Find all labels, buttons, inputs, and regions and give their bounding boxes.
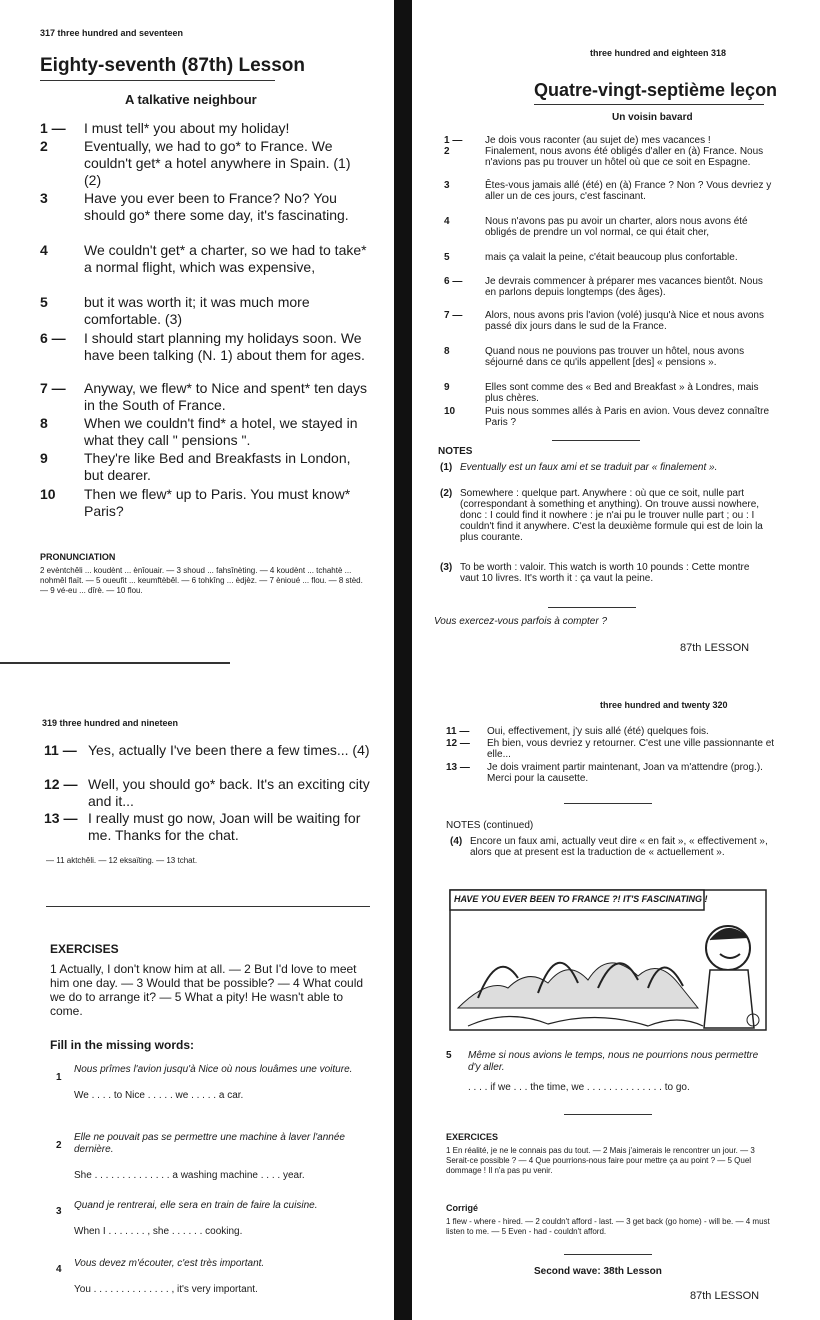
page-divider: [0, 662, 230, 664]
line-number: 12 —: [446, 738, 470, 749]
line-text: Je dois vraiment partir maintenant, Joan va m'attendre (prog.). Merci pour la causette.: [487, 762, 763, 784]
fill-item: [56, 1064, 376, 1102]
line-number: 9: [40, 450, 48, 466]
fill-item: [56, 1132, 376, 1182]
line-text: Yes, actually I've been there a few times... (4): [88, 742, 370, 758]
fill-item: [446, 1050, 771, 1094]
line-number: 8: [40, 415, 48, 431]
line-number: 1 —: [444, 135, 463, 146]
line-number: 7 —: [40, 380, 66, 396]
fill-number: 3: [56, 1206, 62, 1217]
fill-english: We . . . . to Nice . . . . . we . . . . . a car.: [74, 1090, 244, 1101]
page-header: three hundred and eighteen 318: [590, 48, 727, 58]
line-text: I really must go now, Joan will be waiting for me. Thanks for the chat.: [88, 810, 361, 843]
cartoon: [448, 888, 768, 1034]
fill-french: Elle ne pouvait pas se permettre une machine à laver l'année dernière.: [74, 1132, 345, 1155]
line-number: 4: [40, 242, 48, 258]
line-text: Elles sont comme des « Bed and Breakfast » à Londres, mais plus chères.: [485, 382, 759, 404]
line-text: Then we flew* up to Paris. You must know* Paris?: [84, 486, 351, 519]
note-number: (3): [440, 562, 453, 573]
line-number: 3: [444, 180, 450, 191]
line-text: Anyway, we flew* to Nice and spent* ten days in the South of France.: [84, 380, 368, 413]
line-text: When we couldn't find* a hotel, we stayed in what they call " pensions ".: [84, 415, 358, 448]
pronunciation-text: 2 evèntchêli ... koudènt ... ènîouair. — 3 shoud ... fahsînèting. — 4 koudènt ... tchahtè ... nohmêl flaït. — 5 oueufit ... keumftèbêl. — 6 tohkîng ... èdjèz. — 7 ènioué ... flou. — 8 stèd. — 9 vé-eu ... dîrè. — 10 flou.: [40, 566, 363, 595]
lesson-title: Eighty-seventh (87th) Lesson: [40, 55, 305, 76]
fill-french: Même si nous avions le temps, nous ne pourrions nous permettre d'y aller.: [468, 1050, 759, 1073]
separator: [564, 803, 652, 804]
line-number: 2: [444, 146, 450, 157]
separator: [548, 607, 636, 608]
line-text: Finalement, nous avons été obligés d'aller en (à) France. Nous n'avions pas pu trouver un hôtel où que ce soit en Espagne.: [485, 146, 764, 168]
separator: [564, 1254, 652, 1255]
fill-number: 4: [56, 1264, 62, 1275]
fill-title: Fill in the missing words:: [50, 1038, 195, 1052]
line-text: They're like Bed and Breakfasts in London, but dearer.: [84, 450, 351, 483]
cartoon-illustration: [448, 888, 768, 1034]
line-number: 3: [40, 190, 48, 206]
page-header: 317 three hundred and seventeen: [40, 28, 184, 38]
fill-english: You . . . . . . . . . . . . . . , it's very important.: [74, 1284, 258, 1295]
exercises-text: 1 Actually, I don't know him at all. — 2 But I'd love to meet him one day. — 3 Would that be possible? — 4 What could we do to arrange it? — 5 What a pity! He wasn't able to come.: [50, 962, 364, 1018]
fill-english: She . . . . . . . . . . . . . . a washing machine . . . . year.: [74, 1170, 305, 1181]
fill-item: [56, 1200, 376, 1238]
line-text: I should start planning my holidays soon. We have been talking (N. 1) about them for ages.: [84, 330, 365, 363]
notes-title: NOTES (continued): [446, 820, 534, 831]
fill-number: 1: [56, 1072, 62, 1083]
exercises-text: 1 En réalité, je ne le connais pas du tout. — 2 Mais j'aimerais le rencontrer un jour. — 3 Serait-ce possible ? — 4 Que pourrions-nous faire pour mettre ça au point ? — 5 Quel dommage ! Il n'a pas pu venir.: [446, 1146, 755, 1175]
line-text: Je devrais commencer à préparer mes vacances bientôt. Nous en parlons depuis longtemps (des âges).: [485, 276, 763, 298]
corrige-title: Corrigé: [446, 1203, 479, 1213]
line-number: 7 —: [444, 310, 463, 321]
fill-item: [56, 1258, 376, 1296]
line-text: mais ça valait la peine, c'était beaucoup plus confortable.: [485, 252, 738, 263]
page-footer: 87th LESSON: [680, 642, 750, 654]
notes-title: NOTES: [438, 446, 473, 457]
line-text: Êtes-vous jamais allé (été) en (à) France ? Non ? Vous devriez y aller un de ces jours, c'est fascinant.: [485, 180, 772, 202]
fill-french: Quand je rentrerai, elle sera en train de faire la cuisine.: [74, 1200, 318, 1211]
fill-french: Vous devez m'écouter, c'est très important.: [74, 1258, 265, 1269]
fill-french: Nous prîmes l'avion jusqu'à Nice où nous louâmes une voiture.: [74, 1064, 353, 1075]
note-number: (1): [440, 462, 453, 473]
line-text: I must tell* you about my holiday!: [84, 120, 290, 136]
title-underline: [40, 80, 275, 81]
separator: [46, 906, 370, 907]
title-underline: [534, 104, 764, 105]
line-number: 8: [444, 346, 450, 357]
line-number: 9: [444, 382, 450, 393]
note-text: Somewhere : quelque part. Anywhere : où que ce soit, nulle part (correspondant à something et anything). On trouve aussi nowhere, donc : I could find it nowhere : je n'ai pu le trouver nulle part ; ou : I couldn't find it anywhere. C'est la deuxième formule qui est de loin la plus courante.: [460, 488, 763, 543]
lesson-subtitle: Un voisin bavard: [612, 112, 693, 123]
line-text: Well, you should go* back. It's an exciting city and it...: [88, 776, 370, 809]
page-header: three hundred and twenty 320: [600, 700, 728, 710]
line-number: 5: [40, 294, 48, 310]
page-binding: [394, 0, 412, 1320]
note-text: Encore un faux ami, actually veut dire « en fait », « effectivement », alors que at present est la traduction de « actuellement ».: [470, 836, 768, 858]
fill-number: 2: [56, 1140, 62, 1151]
line-text: Eh bien, vous devriez y retourner. C'est une ville passionnante et elle...: [487, 738, 775, 760]
fill-number: 5: [446, 1050, 452, 1061]
line-text: Alors, nous avons pris l'avion (volé) jusqu'à Nice et nous avons passé dix jours dans le sud de la France.: [485, 310, 764, 332]
line-number: 10: [40, 486, 56, 502]
line-number: 6 —: [40, 330, 66, 346]
line-number: 1 —: [40, 120, 66, 136]
line-number: 13 —: [44, 810, 78, 826]
note-number: (4): [450, 836, 463, 847]
corrige-text: 1 flew - where - hired. — 2 couldn't afford - last. — 3 get back (go home) - will be. — 4 must listen to me. — 5 Even - had - couldn't afford.: [446, 1217, 770, 1236]
page-footer: 87th LESSON: [690, 1290, 760, 1302]
line-text: Puis nous sommes allés à Paris en avion. Vous devez connaître Paris ?: [485, 406, 770, 428]
fill-english: . . . . if we . . . the time, we . . . . . . . . . . . . . . to go.: [468, 1082, 690, 1093]
line-number: 12 —: [44, 776, 78, 792]
line-number: 11 —: [446, 726, 470, 737]
page-header: 319 three hundred and nineteen: [42, 718, 179, 728]
cartoon-caption: HAVE YOU EVER BEEN TO FRANCE ?! IT'S FASCINATING !: [454, 894, 708, 904]
question-text: Vous exercez-vous parfois à compter ?: [434, 616, 608, 627]
pronunciation-text: — 11 aktchêli. — 12 eksaïting. — 13 tchat.: [46, 856, 198, 865]
fill-english: When I . . . . . . . , she . . . . . . cooking.: [74, 1226, 243, 1237]
note-text: To be worth : valoir. This watch is worth 10 pounds : Cette montre vaut 10 livres. It's worth it : ça vaut la peine.: [460, 562, 750, 584]
pronunciation-title: PRONUNCIATION: [40, 552, 116, 562]
line-number: 2: [40, 138, 48, 154]
line-text: Oui, effectivement, j'y suis allé (été) quelques fois.: [487, 726, 709, 737]
line-text: Quand nous ne pouvions pas trouver un hôtel, nous avons séjourné dans ce qu'ils appellent [des] « pensions ».: [485, 346, 745, 368]
line-number: 11 —: [44, 742, 77, 758]
note-text: Eventually est un faux ami et se traduit par « finalement ».: [460, 462, 718, 473]
line-number: 5: [444, 252, 450, 263]
exercises-title: EXERCICES: [446, 1132, 499, 1142]
lesson-subtitle: A talkative neighbour: [125, 92, 257, 107]
exercises-title: EXERCISES: [50, 942, 119, 956]
line-number: 10: [444, 406, 456, 417]
line-text: Eventually, we had to go* to France. We couldn't get* a hotel anywhere in Spain. (1) (2): [84, 138, 351, 188]
lesson-title: Quatre-vingt-septième leçon: [534, 80, 778, 100]
line-number: 13 —: [446, 762, 470, 773]
line-text: We couldn't get* a charter, so we had to take* a normal flight, which was expensive,: [84, 242, 367, 275]
line-number: 6 —: [444, 276, 463, 287]
line-text: Nous n'avons pas pu avoir un charter, alors nous avons été obligés de prendre un vol normal, ce qui était cher,: [485, 216, 748, 238]
line-text: Je dois vous raconter (au sujet de) mes vacances !: [485, 135, 711, 146]
second-wave: Second wave: 38th Lesson: [534, 1266, 662, 1277]
line-text: but it was worth it; it was much more comfortable. (3): [84, 294, 310, 327]
line-number: 4: [444, 216, 450, 227]
line-text: Have you ever been to France? No? You should go* there some day, it's fascinating.: [84, 190, 349, 223]
note-number: (2): [440, 488, 453, 499]
separator: [552, 440, 640, 441]
separator: [564, 1114, 652, 1115]
